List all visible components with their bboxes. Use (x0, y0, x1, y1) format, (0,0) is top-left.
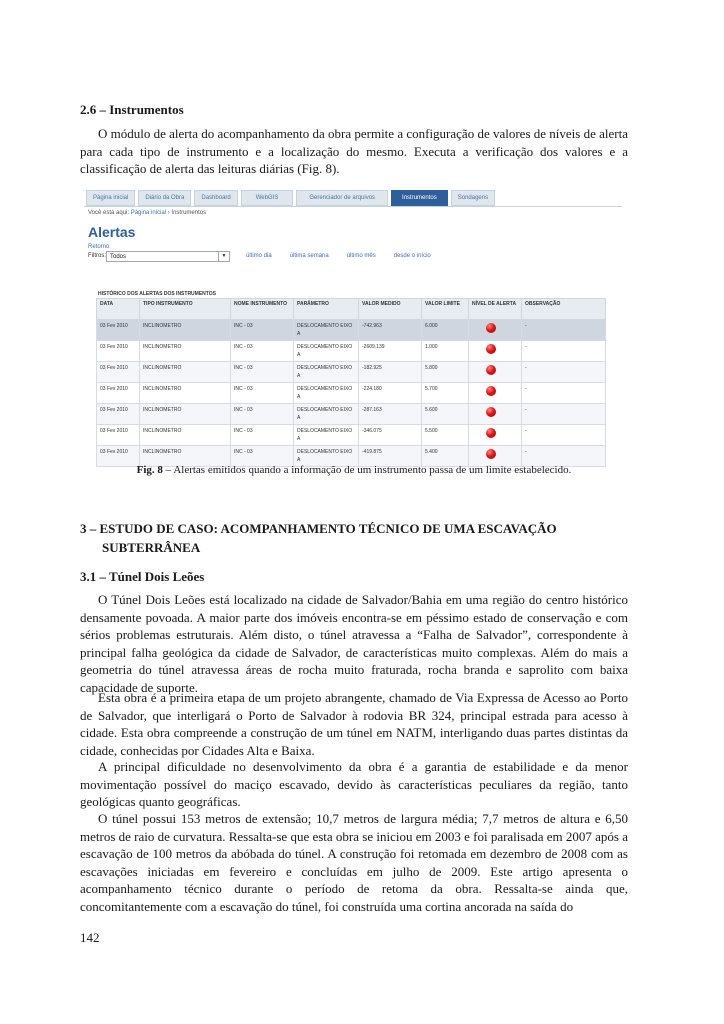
cell-limite: 5.700 (422, 383, 469, 404)
cell-limite: 5.600 (422, 404, 469, 425)
figure-alerts-screenshot (84, 187, 622, 463)
table-row[interactable] (97, 404, 606, 425)
cell-nome: INC - 03 (231, 404, 294, 425)
col-header-nivel-alerta: NÍVEL DE ALERTA (469, 299, 522, 320)
nav-divider (84, 206, 622, 207)
tab-pagina-inicial[interactable]: Página inicial (86, 190, 135, 206)
table-row[interactable] (97, 362, 606, 383)
cell-data: 03 Fev 2010 (97, 383, 140, 404)
tab-instrumentos[interactable]: Instrumentos (391, 190, 448, 206)
cell-data: 03 Fev 2010 (97, 425, 140, 446)
breadcrumb-current: Instrumentos (171, 210, 207, 216)
tab-diario-da-obra[interactable]: Diário da Obra (138, 190, 191, 206)
col-header-parametro: PARÂMETRO (294, 299, 359, 320)
body-paragraph-4-text: O túnel possui 153 metros de extensão; 10,7 metros de largura média; 7,7 metros de altura e 6,50 metros de raio de curvatura. Ressalta-se que esta obra se iniciou em 2003 e foi paralisada em 2007 após a escavação de 100 metros da abóbada do túnel. A construção foi retomada em dezembro de 2008 com as escavações iniciadas em fevereiro e concluídas em julho de 2009. Este artigo apresenta o acompanhamento técnico durante o período de retoma da obra. Ressalta-se ainda que, concomitantemente com a escavação do túnel, foi construída uma cortina ancorada na saída do (80, 811, 628, 914)
cell-parametro: DESLOCAMENTO EIXO A (294, 362, 359, 383)
cell-nome: INC - 03 (231, 425, 294, 446)
cell-nivel-alerta (469, 404, 522, 425)
cell-limite: 1.000 (422, 341, 469, 362)
cell-nivel-alerta (469, 383, 522, 404)
cell-observacao: - (522, 404, 606, 425)
alert-red-icon (486, 386, 496, 396)
cell-tipo: INCLINOMETRO (140, 320, 231, 341)
nav-tabs (86, 190, 495, 206)
cell-nivel-alerta (469, 362, 522, 383)
tab-gerenciador-de-arquivos[interactable]: Gerenciador de arquivos (296, 190, 388, 206)
body-paragraph-1 (80, 591, 628, 697)
alert-red-icon (486, 365, 496, 375)
tab-webgis[interactable]: WebGIS (241, 190, 294, 206)
cell-tipo: INCLINOMETRO (140, 404, 231, 425)
breadcrumb-separator: › (167, 210, 170, 216)
cell-parametro: DESLOCAMENTO EIXO A (294, 383, 359, 404)
filter-select[interactable] (106, 251, 230, 262)
cell-medido: -182.925 (359, 362, 422, 383)
filter-link-last-day[interactable]: último dia (246, 253, 272, 259)
cell-limite: 5.500 (422, 425, 469, 446)
cell-medido: -287.163 (359, 404, 422, 425)
intro-paragraph-text: O módulo de alerta do acompanhamento da obra permite a configuração de valores de níveis de alerta para cada tipo de instrumento e a localização do mesmo. Executa a verificação dos valores e a classificação de alerta das leituras diárias (Fig. 8). (80, 126, 628, 177)
figure-caption (80, 463, 628, 477)
filter-label: Filtros: (88, 253, 106, 259)
cell-nivel-alerta (469, 320, 522, 341)
col-header-tipo: TIPO INSTRUMENTO (140, 299, 231, 320)
breadcrumb (88, 210, 206, 216)
alert-red-icon (486, 407, 496, 417)
period-filter-links (246, 253, 431, 259)
table-row[interactable] (97, 383, 606, 404)
body-paragraph-2-text: Esta obra é a primeira etapa de um projeto abrangente, chamado de Via Expressa de Acesso ao Porto de Salvador, que interligará o Porto de Salvador à rodovia BR 324, principal estrada para acesso à cidade. Esta obra compreende a construção de um túnel em NATM, interligando duas partes distintas da cidade, conhecidas por Cidades Alta e Baixa. (80, 690, 628, 758)
alert-red-icon (486, 344, 496, 354)
cell-nome: INC - 03 (231, 446, 294, 467)
cell-tipo: INCLINOMETRO (140, 383, 231, 404)
cell-nivel-alerta (469, 425, 522, 446)
body-paragraph-1-text: O Túnel Dois Leões está localizado na cidade de Salvador/Bahia em uma região do centro histórico densamente povoada. A maior parte dos imóveis encontra-se em péssimo estado de conservação e com sérios problemas estruturais. Além disto, o túnel atravessa a “Falha de Salvador”, correspondente à principal falha geológica da cidade de Salvador, de características muito complexas. Além do mais a geometria do túnel atravessa áreas de rocha muito fraturada, rocha branda e saprolito com baixa capacidade de suporte. (80, 592, 628, 695)
cell-observacao: - (522, 383, 606, 404)
cell-data: 03 Fev 2010 (97, 341, 140, 362)
filter-link-last-week[interactable]: última semana (289, 253, 329, 259)
col-header-valor-medido: VALOR MEDIDO (359, 299, 422, 320)
cell-limite: 5.800 (422, 362, 469, 383)
body-paragraph-3-text: A principal dificuldade no desenvolvimento da obra é a garantia de estabilidade e da menor movimentação possível do maciço escavado, devido às características peculiares da região, tanto geológicas quanto geográficas. (80, 759, 628, 810)
body-paragraph-2 (80, 689, 628, 759)
cell-tipo: INCLINOMETRO (140, 446, 231, 467)
table-row[interactable] (97, 341, 606, 362)
cell-parametro: DESLOCAMENTO EIXO A (294, 320, 359, 341)
cell-parametro: DESLOCAMENTO EIXO A (294, 341, 359, 362)
col-header-nome: NOME INSTRUMENTO (231, 299, 294, 320)
cell-parametro: DESLOCAMENTO EIXO A (294, 404, 359, 425)
breadcrumb-prefix: Você está aqui: (88, 210, 130, 216)
tab-sondagens[interactable]: Sondagens (451, 190, 495, 206)
alert-red-icon (486, 449, 496, 459)
caption-label: Fig. 8 (136, 464, 163, 476)
paper-page (80, 0, 628, 1024)
filter-link-last-month[interactable]: último mês (346, 253, 376, 259)
chapter-heading-line2: SUBTERRÂNEA (102, 540, 201, 555)
cell-observacao: - (522, 362, 606, 383)
back-link[interactable]: Retorno (88, 244, 110, 250)
cell-nome: INC - 03 (231, 341, 294, 362)
history-title: HISTÓRICO DOS ALERTAS DOS INSTRUMENTOS (98, 291, 216, 297)
alert-red-icon (486, 323, 496, 333)
cell-observacao: - (522, 341, 606, 362)
cell-tipo: INCLINOMETRO (140, 425, 231, 446)
cell-data: 03 Fev 2010 (97, 320, 140, 341)
cell-medido: -224.180 (359, 383, 422, 404)
table-row[interactable] (97, 320, 606, 341)
cell-observacao: - (522, 320, 606, 341)
caption-text: – Alertas emitidos quando a informação de um instrumento passa de um limite estabelecido. (162, 464, 572, 476)
cell-parametro: DESLOCAMENTO EIXO A (294, 425, 359, 446)
filter-link-since-start[interactable]: desde o início (393, 253, 431, 259)
alerts-table (96, 298, 606, 467)
cell-nome: INC - 03 (231, 362, 294, 383)
body-paragraph-4 (80, 810, 628, 916)
cell-observacao: - (522, 425, 606, 446)
cell-tipo: INCLINOMETRO (140, 341, 231, 362)
cell-medido: -419.875 (359, 446, 422, 467)
cell-parametro: DESLOCAMENTO EIXO A (294, 446, 359, 467)
col-header-valor-limite: VALOR LIMITE (422, 299, 469, 320)
cell-nome: INC - 03 (231, 383, 294, 404)
cell-limite: 6.000 (422, 320, 469, 341)
cell-tipo: INCLINOMETRO (140, 362, 231, 383)
section-heading: 2.6 – Instrumentos (80, 102, 184, 117)
cell-medido: -742.963 (359, 320, 422, 341)
cell-limite: 5.400 (422, 446, 469, 467)
chapter-heading-line1: 3 – ESTUDO DE CASO: ACOMPANHAMENTO TÉCNICO DE UMA ESCAVAÇÃO (80, 521, 557, 536)
cell-medido: -2609.139 (359, 341, 422, 362)
col-header-data: DATA (97, 299, 140, 320)
cell-medido: -346.075 (359, 425, 422, 446)
cell-data: 03 Fev 2010 (97, 404, 140, 425)
alert-red-icon (486, 428, 496, 438)
body-paragraph-3 (80, 758, 628, 811)
cell-data: 03 Fev 2010 (97, 362, 140, 383)
table-row[interactable] (97, 425, 606, 446)
cell-observacao: - (522, 446, 606, 467)
alerts-table-body (97, 320, 606, 467)
subsection-heading: 3.1 – Túnel Dois Leões (80, 569, 205, 584)
cell-data: 03 Fev 2010 (97, 446, 140, 467)
breadcrumb-home-link[interactable]: Página inicial (130, 210, 167, 216)
col-header-observacao: OBSERVAÇÃO (522, 299, 606, 320)
filter-select-value: Todos (110, 254, 127, 260)
tab-dashboard[interactable]: Dashboard (194, 190, 237, 206)
intro-paragraph (80, 125, 628, 178)
cell-nivel-alerta (469, 341, 522, 362)
chevron-down-icon[interactable]: ▼ (218, 252, 229, 261)
table-header-row (97, 299, 606, 320)
cell-nome: INC - 03 (231, 320, 294, 341)
page-number: 142 (80, 930, 100, 945)
page-title: Alertas (88, 224, 136, 240)
